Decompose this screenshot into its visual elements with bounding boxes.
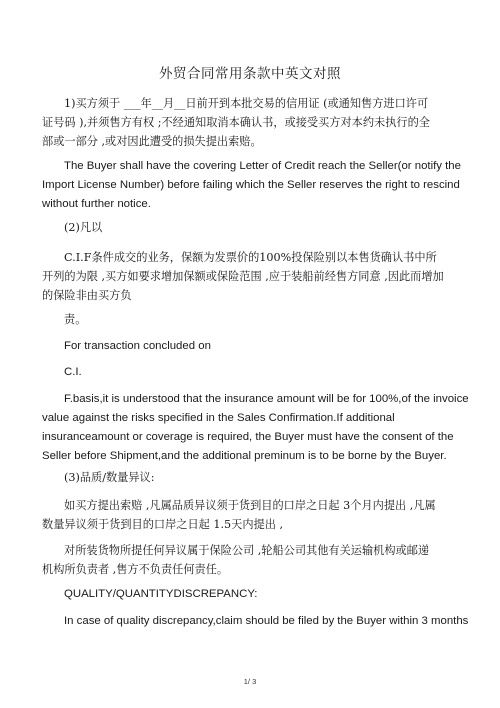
text-line: 如买方提出索赔 ,凡属品质异议须于货到目的口岸之日起 3个月内提出 ,凡属: [64, 499, 436, 512]
text-line: C.I.: [64, 366, 82, 378]
text-line: Seller before Shipment,and the additional preminum is to be borne by the Buyer.: [42, 450, 447, 462]
text-line: 责。: [64, 313, 87, 326]
clause-2-zh-end: [42, 310, 462, 329]
text-line: In case of quality discrepancy,claim should be filed by the Buyer within 3 months: [64, 615, 469, 627]
text-line: 1)买方须于 ___年__月__日前开到本批交易的信用证 (或通知售方进口许可: [64, 97, 429, 110]
text-line: without further notice.: [42, 198, 151, 210]
clause-3-zh-liability: [42, 541, 462, 579]
clause-3-zh: [42, 496, 462, 534]
text-line: (2)凡以: [64, 221, 103, 234]
text-line: QUALITY/QUANTITYDISCREPANCY:: [64, 588, 258, 600]
clause-2-zh: [42, 248, 462, 305]
clause-1-en: [42, 157, 462, 214]
text-line: 的保险非由买方负: [42, 289, 132, 302]
text-line: C.I.F条件成交的业务，保额为发票价的100%投保险别以本售货确认书中所: [64, 251, 437, 264]
text-line: value against the risks specified in the Sales Confirmation.If additional: [42, 412, 395, 424]
text-line: 机构所负责者 ,售方不负责任何责任。: [42, 563, 229, 576]
clause-1-zh: [42, 94, 462, 151]
text-line: Import License Number) before failing which the Seller reserves the right to rescind: [42, 179, 460, 191]
text-line: 部或一部分 ,或对因此遭受的损失提出索赔。: [42, 135, 262, 148]
text-line: insuranceamount or coverage is required, the Buyer must have the consent of the: [42, 431, 454, 443]
text-line: 开列的为限 ,买方如要求增加保额或保险范围 ,应于装船前经售方同意 ,因此而增加: [42, 270, 444, 283]
clause-3-heading: [42, 468, 462, 487]
clause-3-en: [42, 612, 469, 631]
document-title: 外贸合同常用条款中英文对照: [159, 66, 341, 82]
clause-2-en: [42, 390, 469, 466]
clause-2-heading: [42, 218, 462, 237]
page-number: 1/ 3: [243, 677, 257, 686]
clause-3-en-heading: [42, 585, 462, 604]
text-line: 证号码 ),并须售方有权 ;不经通知取消本确认书，或接受买方对本约未执行的全: [42, 116, 430, 129]
clause-2-en-intro: [42, 337, 462, 356]
clause-2-en-ci: [42, 363, 462, 382]
text-line: The Buyer shall have the covering Letter of Credit reach the Seller(or notify the: [64, 160, 461, 172]
text-line: F.basis,it is understood that the insurance amount will be for 100%,of the invoice: [64, 393, 469, 405]
text-line: 对所装货物所提任何异议属于保险公司 ,轮船公司其他有关运输机构或邮递: [64, 544, 430, 557]
text-line: (3)品质/数量异议:: [64, 471, 155, 484]
text-line: For transaction concluded on: [64, 340, 211, 352]
text-line: 数量异议须于货到目的口岸之日起 1.5天内提出 ,: [42, 518, 284, 531]
